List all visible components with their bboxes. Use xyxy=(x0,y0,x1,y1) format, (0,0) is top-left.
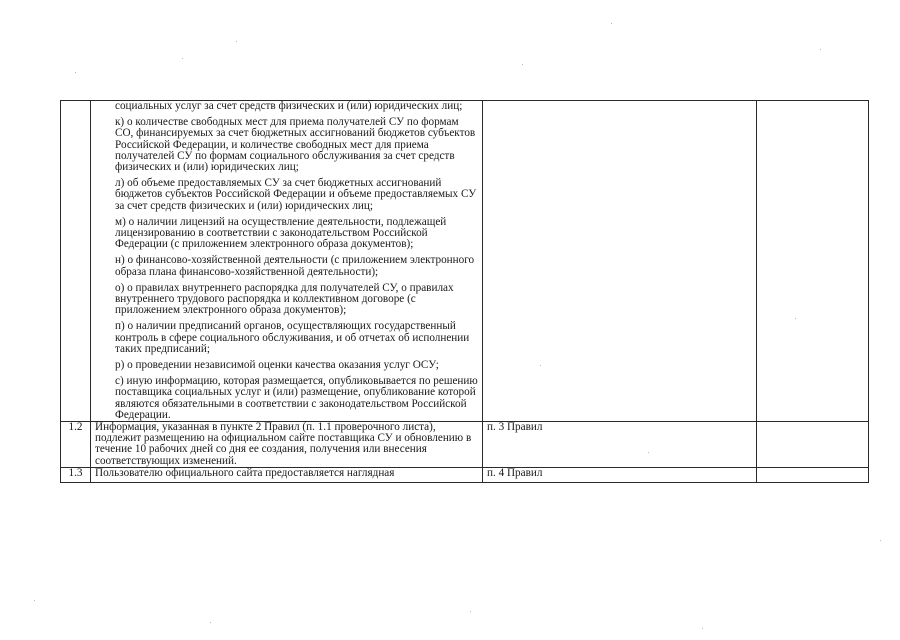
reference-cell: п. 3 Правил xyxy=(483,422,757,468)
scan-speck xyxy=(702,628,703,629)
requirement-paragraph: н) о финансово-хозяйственной деятельности (с приложением электронного образа плана финансово-хозяйственной деятельности); xyxy=(115,254,475,278)
requirement-paragraph: м) о наличии лицензий на осуществление деятельности, подлежащей лицензированию в соответствии с законодательством Российской Федерации (с приложением электронного образа документов); xyxy=(115,215,447,251)
reference-cell: п. 4 Правил xyxy=(483,467,757,482)
scan-speck xyxy=(522,64,523,65)
scan-speck xyxy=(182,58,183,59)
table-row xyxy=(61,101,869,422)
table-row xyxy=(61,422,869,468)
requirement-paragraph: социальных услуг за счет средств физических и (или) юридических лиц; xyxy=(115,100,463,112)
requirement-text xyxy=(91,101,483,422)
requirement-paragraph: к) о количестве свободных мест для приема получателей СУ по формам СО, финансируемых за счет бюджетных ассигнований бюджетов субъектов Российской Федерации, и количестве свободных мест для приема получателей СУ по формам социального обслуживания за счет средств физических и (или) юридических лиц; xyxy=(115,116,476,174)
row-number: 1.2 xyxy=(61,422,91,468)
scan-speck xyxy=(75,72,76,73)
table-row xyxy=(61,467,869,482)
scan-speck xyxy=(648,452,649,453)
row-number xyxy=(61,101,91,422)
scan-speck xyxy=(820,49,821,50)
scan-speck xyxy=(210,622,211,623)
requirement-paragraph: р) о проведении независимой оценки качества оказания услуг ОСУ; xyxy=(115,359,439,372)
requirement-paragraph: с) иную информацию, которая размещается, опубликовывается по решению поставщика социальных услуг и (или) размещение, опубликование которой являются обязательными в соответствии с законодательством Российской Федерации. xyxy=(115,375,478,421)
blank-cell xyxy=(757,101,869,422)
scan-speck xyxy=(470,611,471,612)
row-number: 1.3 xyxy=(61,467,91,482)
scan-speck xyxy=(540,365,541,366)
checklist-table xyxy=(60,100,869,483)
scan-speck xyxy=(795,318,796,319)
scan-speck xyxy=(611,23,612,24)
requirement-paragraph: о) о правилах внутреннего распорядка для получателей СУ, о правилах внутреннего трудового распорядка и коллективном договоре (с приложением электронного образа документов); xyxy=(115,281,454,317)
blank-cell xyxy=(757,467,869,482)
blank-cell xyxy=(757,422,869,468)
scan-speck xyxy=(880,540,881,541)
requirement-text: Информация, указанная в пункте 2 Правил (п. 1.1 проверочного листа), подлежит размещению на официальном сайте поставщика СУ и обновлению в течение 10 рабочих дней со дня ее создания, получения или внесения соответствующих изменений. xyxy=(91,422,483,468)
scan-speck xyxy=(236,41,237,42)
requirement-text: Пользователю официального сайта предоставляется наглядная xyxy=(91,467,483,482)
requirement-paragraph: л) об объеме предоставляемых СУ за счет бюджетных ассигнований бюджетов субъектов Российской Федерации и объеме предоставляемых СУ за счет средств физических и (или) юридических лиц; xyxy=(115,177,477,212)
reference-cell xyxy=(483,101,757,422)
requirement-paragraph: п) о наличии предписаний органов, осуществляющих государственный контроль в сфере социального обслуживания, и об отчетах об исполнении таких предписаний; xyxy=(115,320,470,355)
scan-speck xyxy=(34,600,35,601)
